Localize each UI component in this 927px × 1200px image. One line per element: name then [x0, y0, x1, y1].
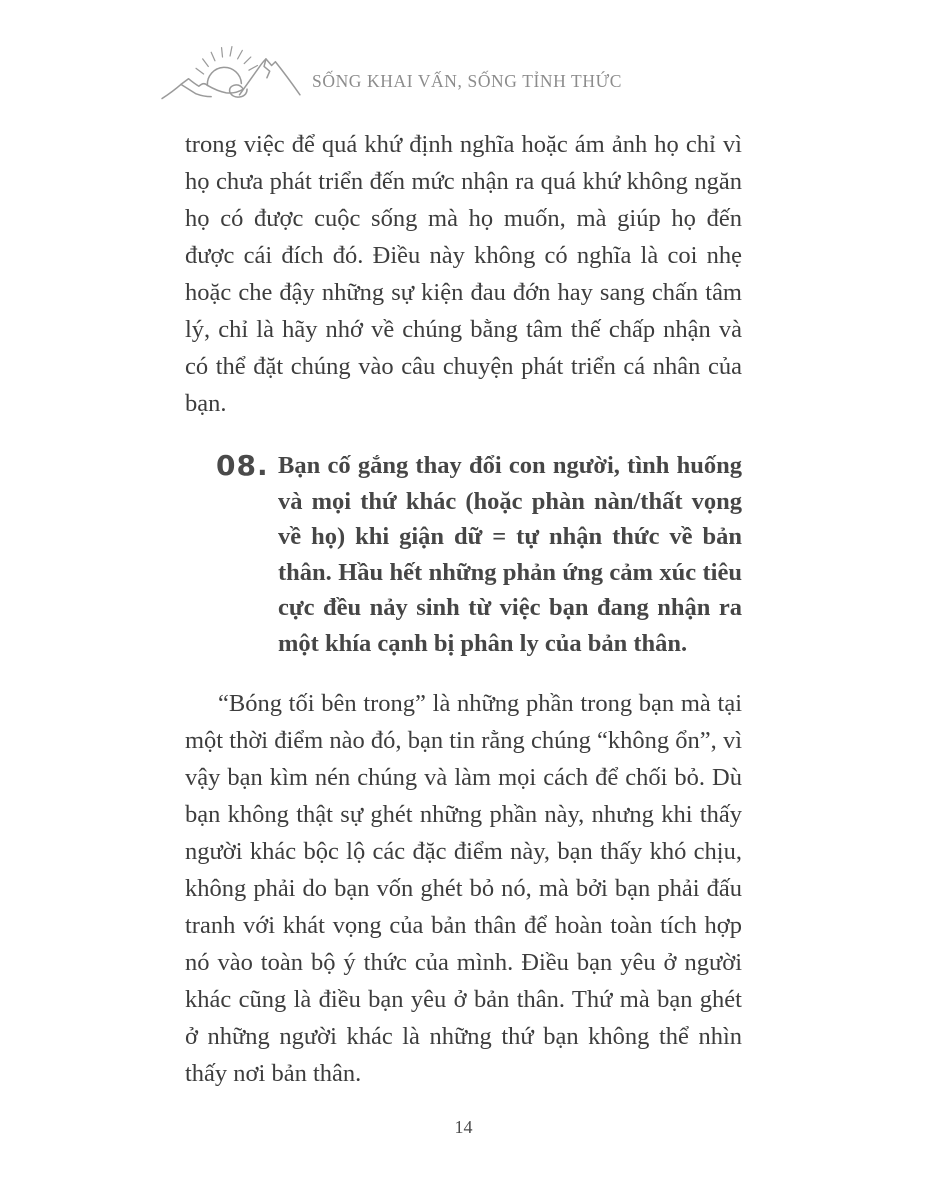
page-footer [0, 1117, 927, 1138]
page-body [185, 126, 742, 1092]
item-number: 08. [216, 449, 269, 482]
numbered-item-08 [185, 448, 742, 661]
page-header [160, 40, 622, 108]
running-head-title: SỐNG KHAI VẤN, SỐNG TỈNH THỨC [312, 70, 623, 91]
paragraph-2: “Bóng tối bên trong” là những phần trong bạn mà tại một thời điểm nào đó, bạn tin rằng chúng “không ổn”, vì vậy bạn kìm nén chúng và làm mọi cách để chối bỏ. Dù bạn không thật sự ghét những phần này, nhưng khi thấy người khác bộc lộ các đặc điểm này, bạn thấy khó chịu, không phải do bạn vốn ghét bỏ nó, mà bởi bạn phải đấu tranh với khát vọng của bản thân để hoàn toàn tích hợp nó vào toàn bộ ý thức của mình. Điều bạn yêu ở người khác cũng là điều bạn yêu ở bản thân. Thứ mà bạn ghét ở những người khác là những thứ bạn không thể nhìn thấy nơi bản thân. [185, 690, 742, 1087]
mountain-sun-logo-icon [160, 40, 302, 108]
page-number: 14 [454, 1117, 473, 1137]
paragraph-1: trong việc để quá khứ định nghĩa hoặc ám ảnh họ chỉ vì họ chưa phát triển đến mức nhận ra quá khứ không ngăn họ có được cuộc sống mà họ muốn, mà giúp họ đến được cái đích đó. Điều này không có nghĩa là coi nhẹ hoặc che đậy những sự kiện đau đớn hay sang chấn tâm lý, chỉ là hãy nhớ về chúng bằng tâm thế chấp nhận và có thể đặt chúng vào câu chuyện phát triển cá nhân của bạn. [185, 131, 742, 417]
item-text: Bạn cố gắng thay đổi con người, tình huống và mọi thứ khác (hoặc phàn nàn/thất vọng về họ) khi giận dữ = tự nhận thức về bản thân. Hầu hết những phản ứng cảm xúc tiêu cực đều nảy sinh từ việc bạn đang nhận ra một khía cạnh bị phân ly của bản thân. [278, 452, 742, 657]
